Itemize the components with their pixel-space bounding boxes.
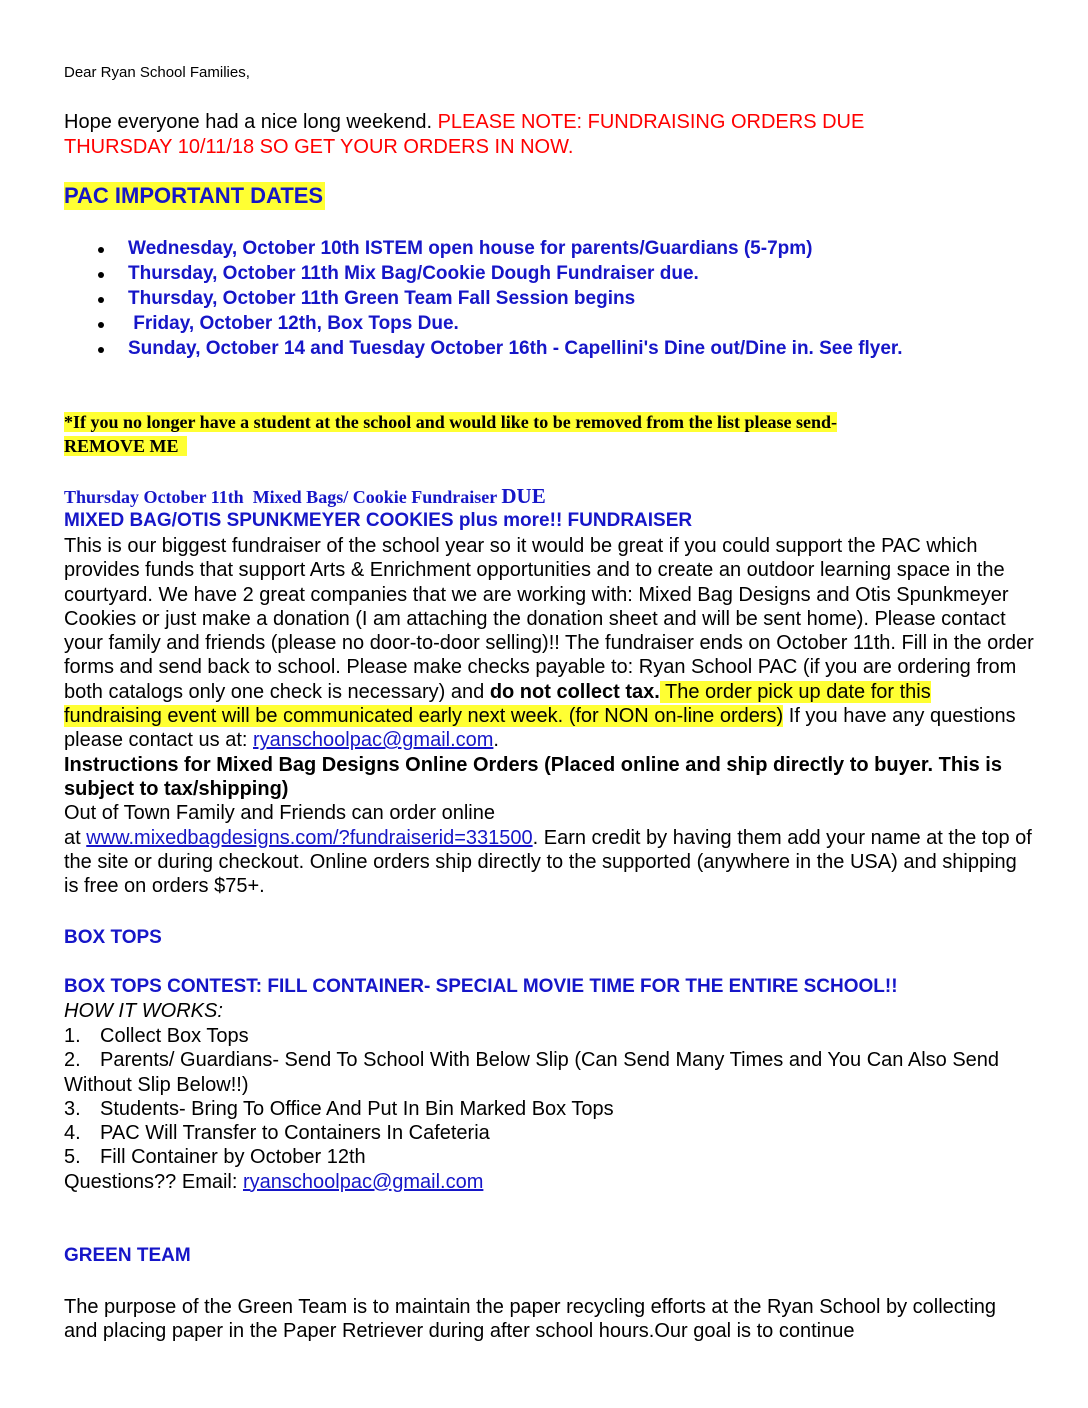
box-tops-steps bbox=[64, 1024, 1034, 1194]
list-item: Wednesday, October 10th ISTEM open house for parents/Guardians (5-7pm) bbox=[92, 236, 903, 261]
box-tops-email-link[interactable]: ryanschoolpac@gmail.com bbox=[242, 1170, 484, 1193]
box-tops-heading: BOX TOPS bbox=[64, 927, 162, 948]
online-orders-details: . Earn credit by having them add your name at the top of the site or during checkout. Online orders ship directly to the supported (anywhere in the USA) and shipping is free on orders $75+. bbox=[64, 826, 1032, 898]
list-item: Sunday, October 14 and Tuesday October 16th - Capellini's Dine out/Dine in. See flyer. bbox=[92, 336, 903, 361]
online-orders-heading: Instructions for Mixed Bag Designs Online Orders (Placed online and ship directly to buyer. This is subject to tax/shipping) bbox=[64, 753, 1002, 800]
fundraiser-title-due: DUE bbox=[501, 484, 546, 508]
green-team-heading: GREEN TEAM bbox=[64, 1245, 191, 1266]
box-tops-contest: BOX TOPS CONTEST: FILL CONTAINER- SPECIAL MOVIE TIME FOR THE ENTIRE SCHOOL!! bbox=[64, 976, 898, 997]
fundraising-notice-line2: THURSDAY 10/11/18 SO GET YOUR ORDERS IN NOW. bbox=[64, 135, 574, 158]
fundraiser-body bbox=[64, 534, 1034, 898]
mixed-bag-url-link[interactable]: www.mixedbagdesigns.com/?fundraiserid=331500 bbox=[86, 826, 533, 849]
contact-text: If you have any questions please contact us at: bbox=[64, 705, 1016, 752]
intro-text: Hope everyone had a nice long weekend. bbox=[64, 111, 438, 133]
period: . bbox=[493, 729, 499, 752]
list-item: 1. Collect Box Tops bbox=[64, 1025, 249, 1047]
list-item: 5. Fill Container by October 12th bbox=[64, 1146, 366, 1169]
remove-notice-line2: REMOVE ME bbox=[64, 436, 187, 456]
list-item: 4. PAC Will Transfer to Containers In Cafeteria bbox=[64, 1122, 490, 1145]
important-dates-heading: PAC IMPORTANT DATES bbox=[64, 183, 324, 208]
pac-email-link[interactable]: ryanschoolpac@gmail.com bbox=[253, 729, 494, 752]
greeting: Dear Ryan School Families, bbox=[64, 64, 250, 81]
remove-notice bbox=[64, 410, 837, 458]
fundraiser-body-text: This is our biggest fundraiser of the school year so it would be great if you could support the PAC which provides funds that support Arts & Enrichment opportunities and to create an outdoor learning space in the courtyard. We have 2 great companies that we are working with: Mixed Bag Designs and Otis Spunkmeyer Cookies or just make a donation (I am attaching the donation sheet and will be sent home). Please contact your family and friends (please no door-to-door selling)!! The fundraiser ends on October 11th. Fill in the order forms and send back to school. Please make checks payable to: Ryan School PAC (if you are ordering from both catalogs only one check is necessary) and bbox=[64, 535, 1034, 703]
fundraiser-title-text: Thursday October 11th Mixed Bags/ Cookie Fundraiser bbox=[64, 487, 502, 507]
list-item: 2. Parents/ Guardians- Send To School With Below Slip (Can Send Many Times and You Can Also Send Without Slip Below!!) bbox=[64, 1049, 1000, 1096]
online-orders-intro: Out of Town Family and Friends can order online bbox=[64, 802, 495, 825]
list-item: Friday, October 12th, Box Tops Due. bbox=[92, 311, 903, 336]
list-item: 3. Students- Bring To Office And Put In Bin Marked Box Tops bbox=[64, 1097, 614, 1120]
fundraiser-subtitle: MIXED BAG/OTIS SPUNKMEYER COOKIES plus more!! FUNDRAISER bbox=[64, 510, 693, 531]
fundraising-notice-line1: PLEASE NOTE: FUNDRAISING ORDERS DUE bbox=[437, 111, 865, 133]
online-at: at bbox=[64, 826, 87, 849]
remove-notice-line1: *If you no longer have a student at the school and would like to be removed from the list please send- bbox=[64, 412, 838, 432]
do-not-collect-tax: do not collect tax. bbox=[489, 680, 660, 703]
list-item: Thursday, October 11th Mix Bag/Cookie Dough Fundraiser due. bbox=[92, 261, 903, 286]
list-item: Thursday, October 11th Green Team Fall Session begins bbox=[92, 286, 903, 311]
how-it-works: HOW IT WORKS: bbox=[64, 1000, 223, 1022]
box-tops-questions: Questions?? Email: ryanschoolpac@gmail.com bbox=[64, 1170, 484, 1193]
green-team-body: The purpose of the Green Team is to maintain the paper recycling efforts at the Ryan School by collecting and placing paper in the Paper Retriever during after school hours.Our goal is to continue bbox=[64, 1296, 997, 1343]
pickup-date-notice: The order pick up date for this fundraising event will be communicated early next week. (for NON on-line orders) bbox=[64, 680, 931, 728]
fundraiser-title bbox=[64, 484, 546, 509]
intro-paragraph bbox=[64, 110, 864, 159]
important-dates-list bbox=[92, 236, 903, 361]
